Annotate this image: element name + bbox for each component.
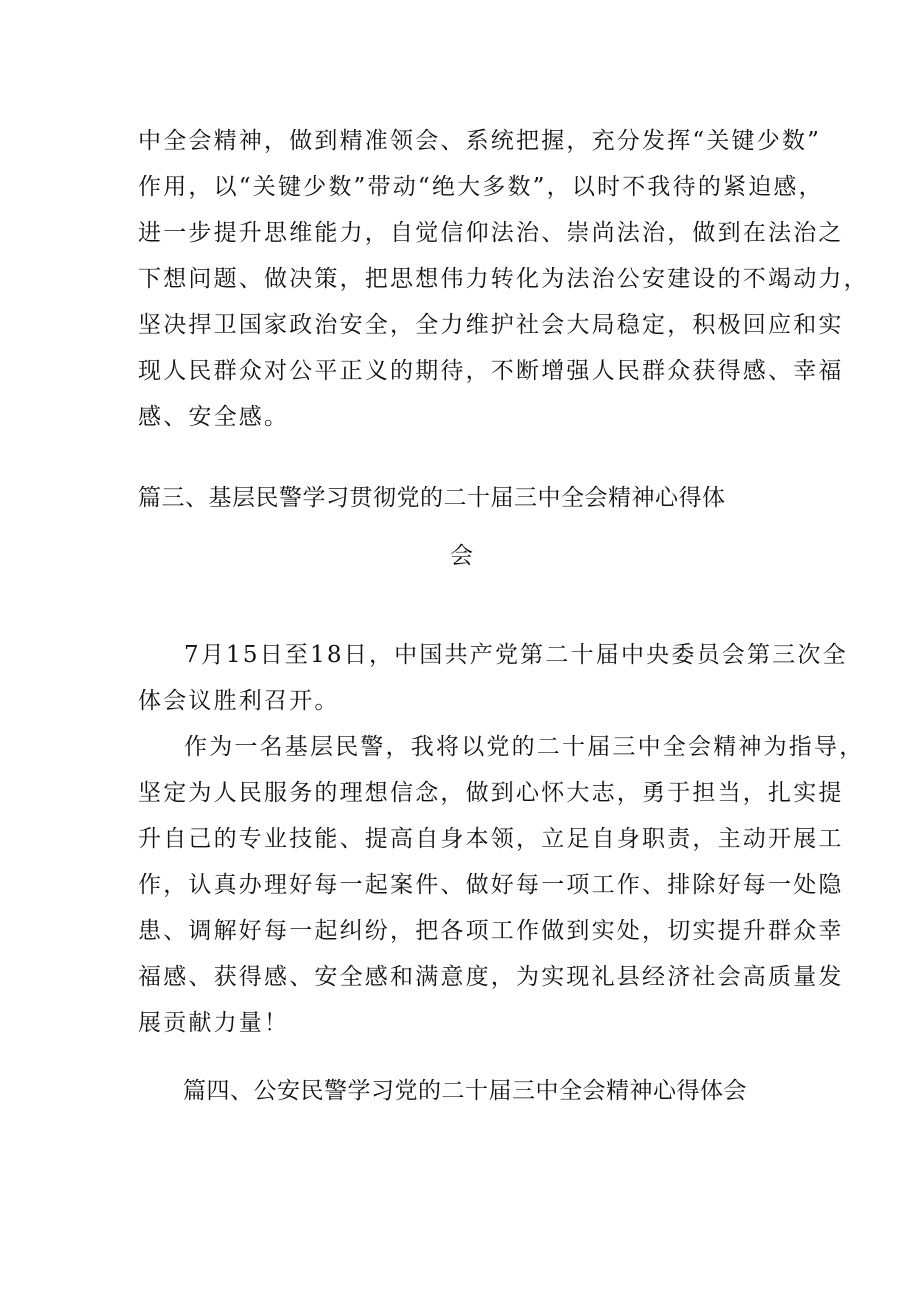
text-line: 坚定为人民服务的理想信念，做到心怀大志，勇于担当，扎实提 (138, 780, 844, 806)
paragraph-continued (138, 118, 869, 440)
text-line: 下想问题、做决策，把思想伟力转化为法治公安建设的不竭动力， (138, 266, 869, 292)
text-line: 作为一名基层民警，我将以党的二十届三中全会精神为指导， (184, 734, 865, 760)
section-heading-4: 篇四、公安民警学习党的二十届三中全会精神心得体会 (183, 1078, 747, 1104)
text-line: 作用，以“关键少数”带动“绝大多数”，以时不我待的紧迫感， (138, 174, 824, 200)
text-line: 现人民群众对公平正义的期待，不断增强人民群众获得感、幸福 (138, 358, 844, 384)
text-line: 升自己的专业技能、提高自身本领，立足自身职责，主动开展工 (138, 826, 844, 852)
text-line: 进一步提升思维能力，自觉信仰法治、崇尚法治，做到在法治之 (138, 220, 844, 246)
text-line: 感、安全感。 (138, 404, 290, 430)
text-line: 展贡献力量！ (138, 1010, 290, 1036)
text-line: 作，认真办理好每一起案件、做好每一项工作、排除好每一处隐 (138, 872, 844, 898)
section-heading-3-line2: 会 (450, 543, 474, 569)
text-line: 7月15日至18日，中国共产党第二十届中央委员会第三次全 (184, 642, 848, 668)
text-line: 福感、获得感、安全感和满意度，为实现礼县经济社会高质量发 (138, 964, 844, 990)
section-3-body (138, 632, 865, 1046)
text-line: 患、调解好每一起纠纷，把各项工作做到实处，切实提升群众幸 (138, 918, 844, 944)
text-line: 坚决捍卫国家政治安全，全力维护社会大局稳定，积极回应和实 (138, 312, 844, 338)
text-line: 体会议胜利召开。 (138, 688, 340, 714)
text-line: 中全会精神，做到精准领会、系统把握，充分发挥“关键少数” (138, 128, 822, 154)
section-heading-3-line1: 篇三、基层民警学习贯彻党的二十届三中全会精神心得体 (138, 485, 726, 511)
